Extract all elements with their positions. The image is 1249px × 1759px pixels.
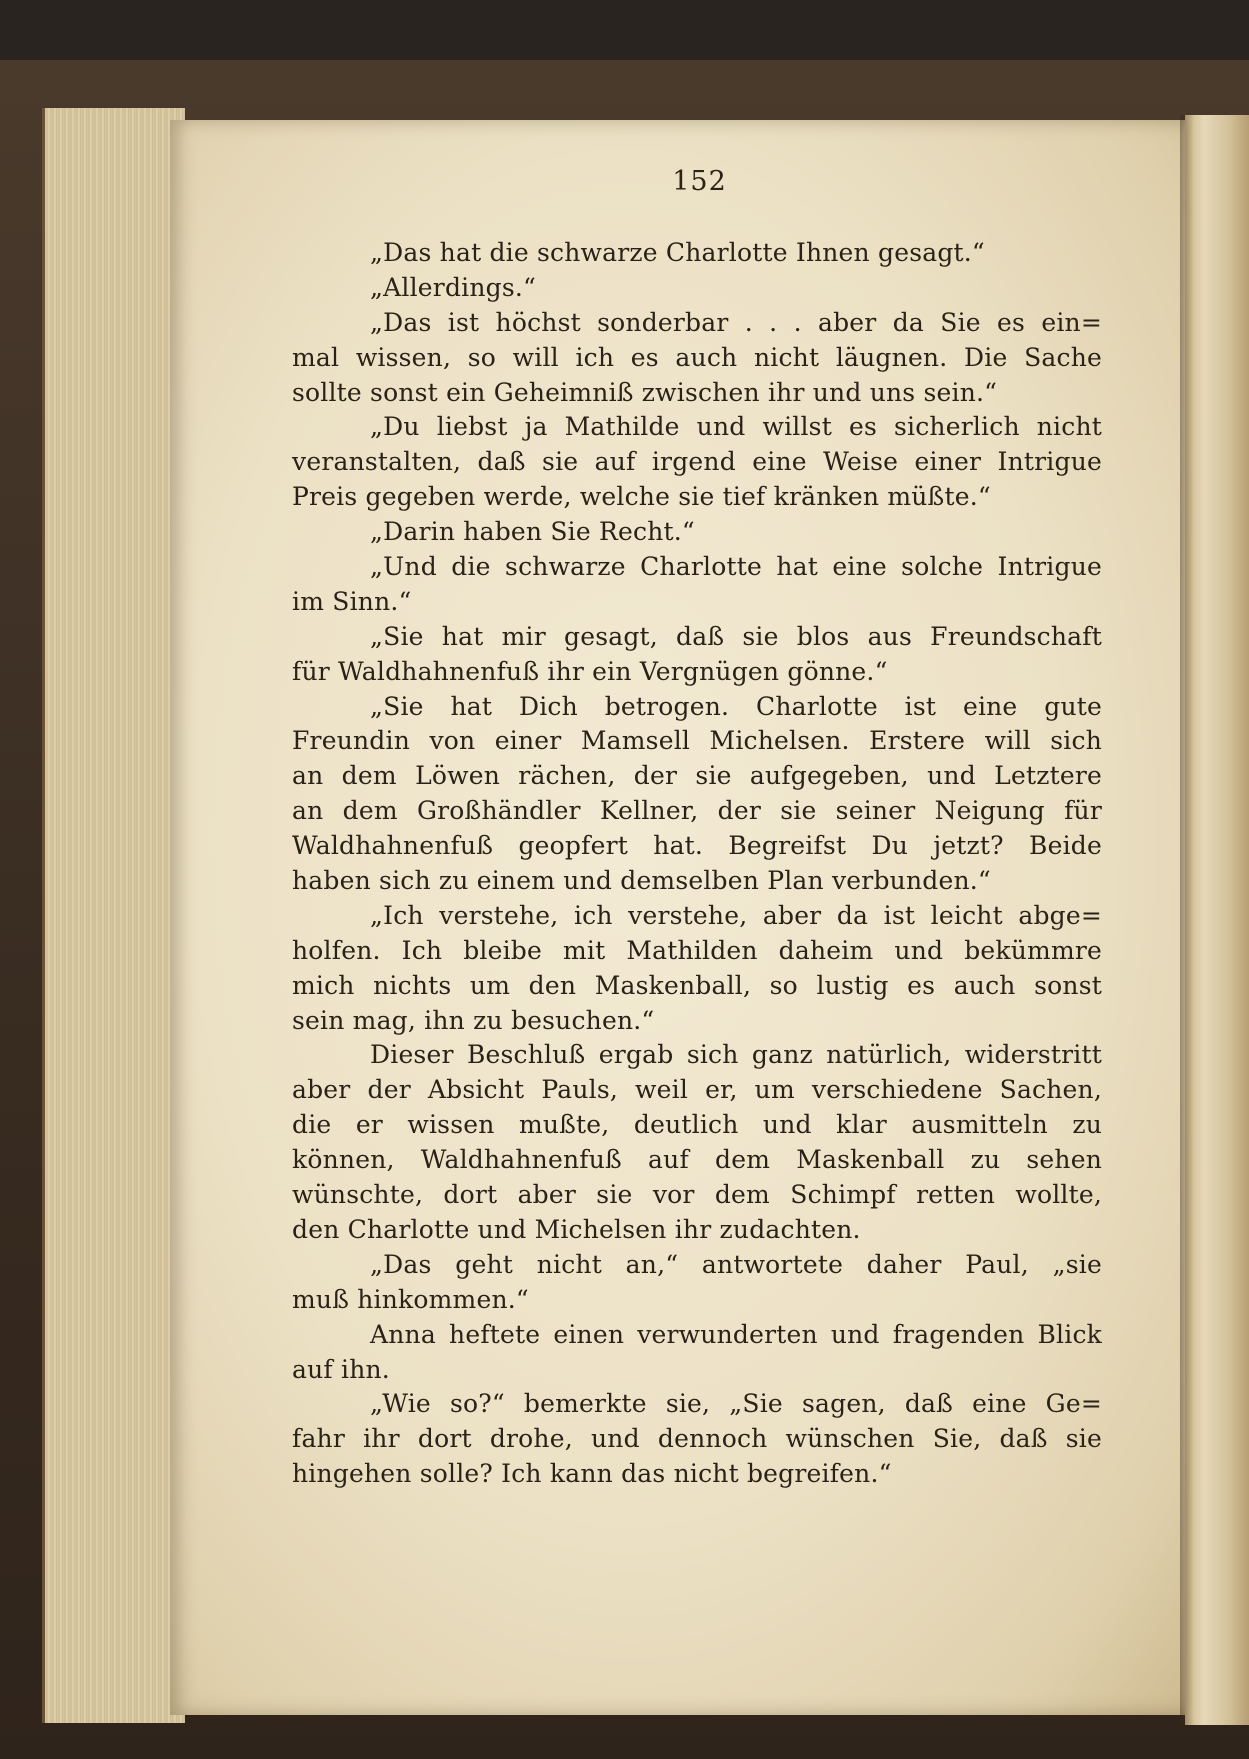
text-line: Anna heftete einen verwunderten und fragenden Blick (370, 1319, 1102, 1349)
page-number: 152 (672, 166, 727, 197)
gutter-shadow (1180, 115, 1194, 1725)
text-line: „Darin haben Sie Recht.“ (370, 517, 695, 547)
text-line: auf ihn. (292, 1354, 390, 1384)
text-line: können, Waldhahnenfuß auf dem Maskenball zu sehen (292, 1145, 1102, 1175)
text-line: sein mag, ihn zu besuchen.“ (292, 1005, 655, 1035)
text-line: im Sinn.“ (292, 586, 412, 616)
text-line: die er wissen mußte, deutlich und klar ausmitteln zu (292, 1110, 1102, 1140)
text-line: den Charlotte und Michelsen ihr zudachten. (292, 1214, 861, 1244)
text-line: holfen. Ich bleibe mit Mathilden daheim und bekümmre (292, 935, 1102, 965)
text-line: „Das geht nicht an,“ antwortete daher Paul, „sie (370, 1249, 1102, 1279)
text-line: „Ich verstehe, ich verstehe, aber da ist leicht abge= (370, 900, 1102, 930)
text-line: muß hinkommen.“ (292, 1284, 529, 1314)
text-line: hingehen solle? Ich kann das nicht begreifen.“ (292, 1459, 892, 1489)
facing-page-edge (1185, 115, 1249, 1725)
text-line: Waldhahnenfuß geopfert hat. Begreifst Du jetzt? Beide (292, 831, 1102, 861)
text-line: „Und die schwarze Charlotte hat eine solche Intrigue (370, 552, 1102, 582)
text-line: Preis gegeben werde, welche sie tief kränken müßte.“ (292, 482, 991, 512)
text-line: haben sich zu einem und demselben Plan verbunden.“ (292, 866, 991, 896)
text-line: an dem Großhändler Kellner, der sie seiner Neigung für (292, 796, 1102, 826)
page-edges (42, 108, 185, 1723)
text-line: „Allerdings.“ (370, 272, 537, 302)
text-line: „Du liebst ja Mathilde und willst es sicherlich nicht (370, 412, 1102, 442)
text-line: „Sie hat mir gesagt, daß sie blos aus Freundschaft (370, 621, 1102, 651)
text-line: mal wissen, so will ich es auch nicht läugnen. Die Sache (292, 342, 1102, 372)
text-line: sollte sonst ein Geheimniß zwischen ihr und uns sein.“ (292, 377, 998, 407)
text-line: fahr ihr dort drohe, und dennoch wünschen Sie, daß sie (292, 1424, 1102, 1454)
text-line: Freundin von einer Mamsell Michelsen. Erstere will sich (292, 726, 1102, 756)
text-line: „Wie so?“ bemerkte sie, „Sie sagen, daß eine Ge= (370, 1389, 1102, 1419)
text-line: für Waldhahnenfuß ihr ein Vergnügen gönne.“ (292, 656, 888, 686)
text-line: Dieser Beschluß ergab sich ganz natürlich, widerstritt (370, 1040, 1102, 1070)
text-line: „Das ist höchst sonderbar . . . aber da Sie es ein= (370, 307, 1102, 337)
text-line: veranstalten, daß sie auf irgend eine Weise einer Intrigue (292, 447, 1102, 477)
text-line: an dem Löwen rächen, der sie aufgegeben, und Letztere (292, 761, 1102, 791)
text-line: wünschte, dort aber sie vor dem Schimpf retten wollte, (292, 1180, 1102, 1210)
text-line: „Das hat die schwarze Charlotte Ihnen gesagt.“ (370, 238, 985, 267)
text-line: mich nichts um den Maskenball, so lustig es auch sonst (292, 970, 1102, 1000)
text-line: „Sie hat Dich betrogen. Charlotte ist eine gute (370, 691, 1102, 721)
text-line: aber der Absicht Pauls, weil er, um verschiedene Sachen, (292, 1075, 1102, 1105)
body-text (292, 236, 1102, 1492)
